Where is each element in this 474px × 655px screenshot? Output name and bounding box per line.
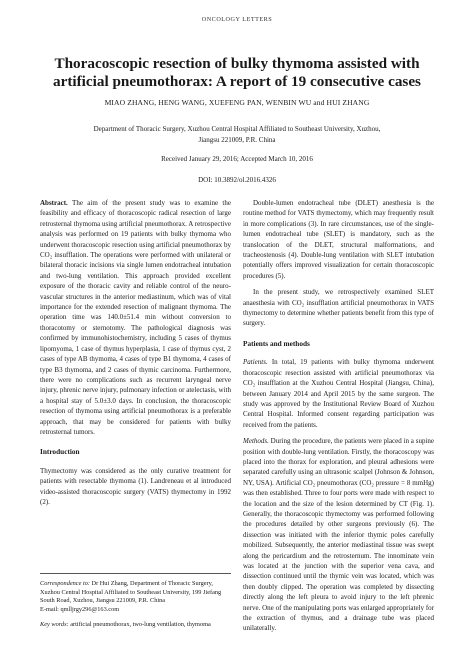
patients-methods-heading: Patients and methods [243,338,310,348]
introduction-heading: Introduction [40,447,80,457]
left-column [40,198,231,513]
abstract-text: The aim of the present study was to examine the feasibility and efficacy of thoracoscopic radical resection of large retrosternal thymoma using artificial pneumothorax. A retrospective analysis was performed on 19 patients with bulky thymoma who underwent thoracoscopic resection using artificial pneumothorax by CO₂ insufflation. The operations were performed with unilateral or bilateral thoracic incisions via single lumen endotracheal intubation and two-lung ventilation. This approach provided excellent exposure of the thoracic cavity and reliable control of the neuro-vascular structures in the anterior mediastinum, which was of vital importance for the extended resection of malignant thymoma. The operation time was 140.0±51.4 min without conversion to thoracotomy or sternotomy. The pathological diagnosis was confirmed by immunohistochemistry, including 5 cases of thymus lipomyoma, 1 case of thymus hyperplasia, 1 case of thymus cyst, 2 cases of type AB thymoma, 4 cases of type B1 thymoma, 4 cases of type B3 thymoma, and 2 cases of thymic carcinoma. Furthermore, there were no complications such as recurrent laryngeal nerve injury, phrenic nerve injury, pulmonary infection or atelectasis, with a hospital stay of 5.0±3.0 days. In conclusion, the thoracoscopic resection of thymoma using artificial pneumothorax is a preferable approach, that may be considered for patients with bulky retrosternal tumors. [40,199,231,436]
affiliation: Department of Thoracic Surgery, Xuzhou Central Hospital Affiliated to Southeast University, Xuzhou, Jiangsu 221009, P.R. China [93,125,381,144]
journal-header: ONCOLOGY LETTERS [201,16,273,23]
methods-text: During the procedure, the patients were placed in a supine position with double-lung ventilation. Firstly, the thoracoscopy was placed into the thorax for exploration, and pleural adhesions were separated carefully using an ultrasonic scalpel (Johnson & Johnson, NY, USA). Artificial CO₂ pneumothorax (CO₂ pressure = 8 mmHg) was then established. Three to four ports were made with respect to the location and the size of the lesion determined by CT (Fig. 1). Generally, the thoracoscopic thymectomy was performed following the procedures detailed by other surgeons previously (6). The dissection was initiated with the inferior thymic poles carefully mobilized. Subsequently, the anterior mediastinal tissue was swept along the pericardium and the retrosternum. The innominate vein was located at the junction with the superior vena cava, and dissection continued until the thymic vein was located, which was then doubly clipped. The operation was completed by dissecting directly along the left pleura to avoid injury to the left phrenic nerve. One of the manipulating ports was enlarged appropriately for the extraction of thymus, and a drainage tube was placed unilaterally. [243,437,434,633]
correspondence [40,580,231,615]
received-dates: Received January 29, 2016; Accepted March 10, 2016 [161,155,313,163]
paragraph-present-study: In the present study, we retrospectively examined SLET anaesthesia with CO₂ insufflation artificial pneumothorax in VATS thymectomy to determine whether patients benefit from this type of surgery. [243,288,434,328]
paragraph-dlet: Double-lumen endotracheal tube (DLET) anesthesia is the routine method for VATS thymectomy, which may frequently result in more complications (3). In rare circumstances, use of the single-lumen endotracheal tube (SLET) is mandatory, such as the translocation of the DLET, structural malformations, and tracheostenosis (4). Double-lung ventilation with SLET intubation potentially offers improved visualization for certain thoracoscopic procedures (5). [243,199,434,280]
author-list: MIAO ZHANG, HENG WANG, XUEFENG PAN, WENBIN WU and HUI ZHANG [104,98,370,107]
keywords [40,621,231,630]
abstract-label: Abstract. [40,199,68,207]
patients-paragraph [243,357,434,430]
methods-label: Methods. [243,437,269,446]
correspondence-email[interactable]: E-mail: qmlljrgy296@163.com [40,606,120,614]
doi[interactable]: DOI: 10.3892/ol.2016.4326 [198,176,276,184]
introduction-text: Thymectomy was considered as the only curative treatment for patients with resectable thymoma (1). Landreneau et al introduced video-assisted thoracoscopic surgery (VATS) thymectomy in 1992 (2). [40,466,231,506]
methods-paragraph [243,436,434,634]
article-title: Thoracoscopic resection of bulky thymoma assisted with artificial pneumothorax: A report of 19 consecutive cases [53,55,421,90]
correspondence-label: Correspondence to: [40,580,90,587]
correspondence-block [40,573,231,636]
keywords-text: artificial pneumothorax, two-lung ventilation, thymoma [68,620,211,628]
patients-text: In total, 19 patients with bulky thymoma underwent thoracoscopic resection assisted with artificial pneumothorax via CO₂ insufflation at the Xuzhou Central Hospital (Jiangsu, China), between January 2014 and April 2015 by the same surgeon. The study was approved by the Institutional Review Board of Xuzhou Central Hospital. Informed consent regarding participation was received from the patients. [243,358,434,429]
keywords-label: Key words: [40,620,69,628]
abstract [40,198,231,437]
right-column [243,198,434,640]
correspondence-text: Dr Hui Zhang, Department of Thoracic Surgery, Xuzhou Central Hospital Affiliated to Southeast University, 199 Jiefang South Road, Xuzhou, Jiangsu 221009, P.R. China [40,580,222,605]
patients-label: Patients. [243,358,268,367]
